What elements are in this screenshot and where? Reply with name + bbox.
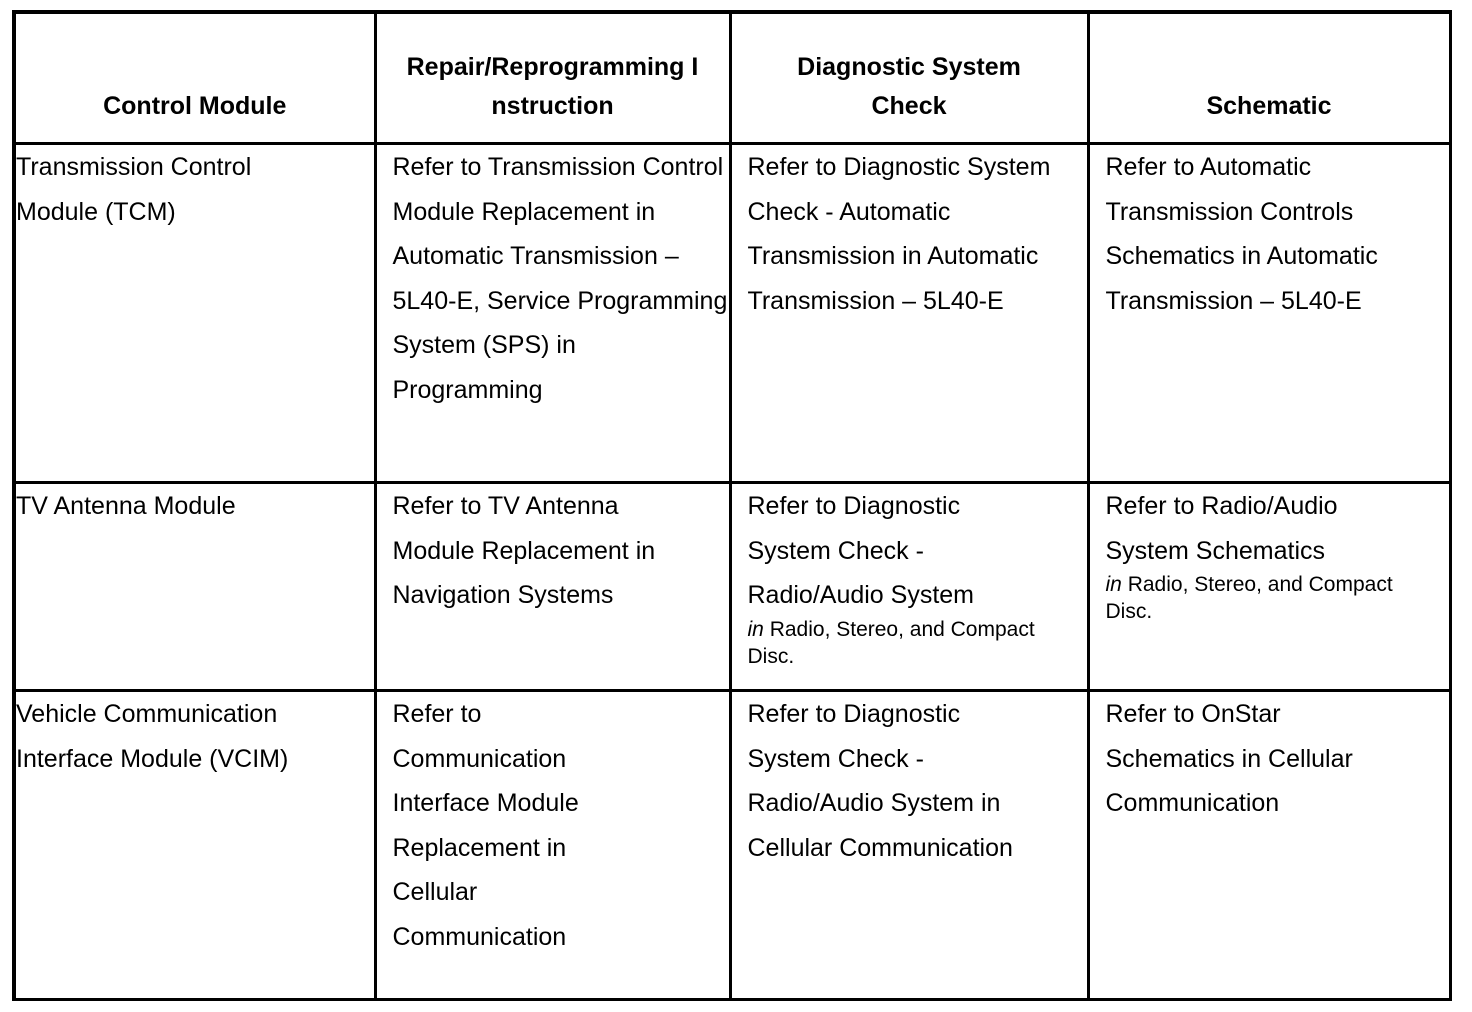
cell-module: Vehicle Communication Interface Module (VCIM): [14, 691, 375, 1000]
diagnostic-text: Refer to Diagnostic System Check - Radio/Audio System: [747, 492, 975, 609]
cell-schematic: [1088, 483, 1450, 691]
note-text: Radio, Stereo, and Compact Disc.: [747, 617, 1035, 668]
note-text: Radio, Stereo, and Compact Disc.: [1105, 573, 1393, 623]
cell-repair: Refer to TV Antenna Module Replacement in Navigation Systems: [375, 483, 730, 691]
cell-diagnostic: Refer to Diagnostic System Check - Radio/Audio System in Cellular Communication: [730, 691, 1088, 1000]
header-control-module: Control Module: [14, 12, 375, 144]
note-in: in: [747, 617, 764, 641]
control-module-table: [12, 10, 1452, 1001]
schematic-text: Refer to Radio/Audio System Schematics: [1105, 492, 1338, 565]
cell-repair: Refer to Transmission Control Module Replacement in Automatic Transmission – 5L40-E, Service Programming System (SPS) in Programming: [375, 144, 730, 483]
note-in: in: [1105, 573, 1122, 596]
schematic-note: [1106, 571, 1441, 625]
table-row: [14, 144, 1450, 483]
cell-repair: Refer to Communication Interface Module Replacement in Cellular Communication: [375, 691, 730, 1000]
cell-module: TV Antenna Module: [14, 483, 375, 691]
cell-diagnostic: [730, 483, 1088, 691]
table-row: [14, 483, 1450, 691]
header-schematic: Schematic: [1088, 12, 1450, 144]
header-repair-instruction: Repair/Reprogramming Instruction: [375, 12, 730, 144]
cell-schematic: Refer to Automatic Transmission Controls Schematics in Automatic Transmission – 5L40-E: [1088, 144, 1450, 483]
header-diagnostic-check: Diagnostic System Check: [730, 12, 1088, 144]
table-row: [14, 691, 1450, 1000]
table-header-row: [14, 12, 1450, 144]
cell-diagnostic: Refer to Diagnostic System Check - Automatic Transmission in Automatic Transmission – 5L40-E: [730, 144, 1088, 483]
diagnostic-note: [748, 616, 1079, 670]
cell-schematic: Refer to OnStar Schematics in Cellular Communication: [1088, 691, 1450, 1000]
cell-module: Transmission Control Module (TCM): [14, 144, 375, 483]
